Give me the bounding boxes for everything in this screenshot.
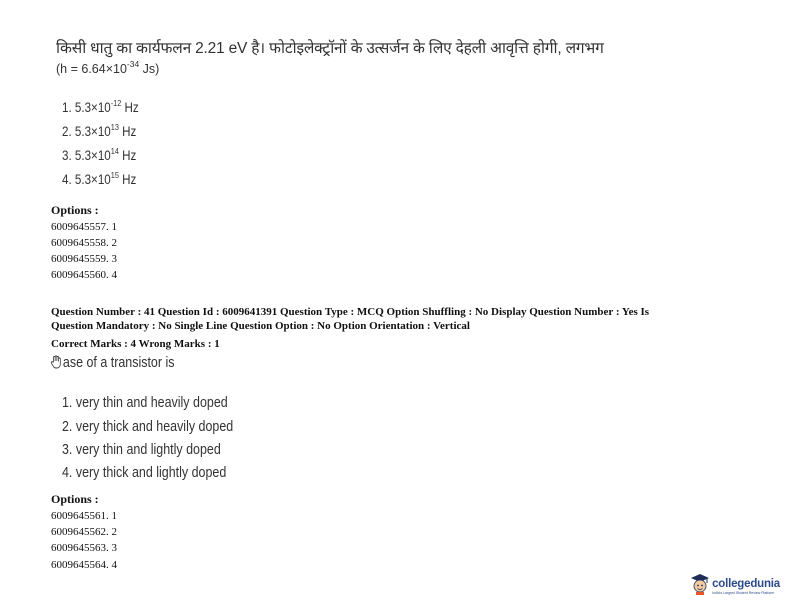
question-text-2: ase of a transistor is (50, 355, 174, 371)
answer-option-1: 1. $5.3\times 10^{-12}$ Hz (62, 98, 139, 115)
option-id: 6009645563. 3 (51, 542, 117, 554)
planck-constant-note: ($h = 6.64\times 10^{-34}$ Js) (56, 59, 160, 76)
answer-option-1: 1. very thin and heavily doped (62, 395, 228, 411)
answer-option-2: 2. very thick and heavily doped (62, 419, 234, 435)
question-meta-line-2: Question Mandatory : No Single Line Question Option : No Option Orientation : Vertical (51, 320, 470, 332)
answer-option-4: 4. very thick and lightly doped (62, 465, 227, 481)
option-id: 6009645557. 1 (51, 221, 117, 233)
graduate-mascot-icon (690, 573, 710, 600)
question-meta-line-1: Question Number : 41 Question Id : 6009641391 Question Type : MCQ Option Shuffling : No Display Question Number : Yes Is (51, 306, 650, 318)
marks-line: Correct Marks : 4 Wrong Marks : 1 (51, 338, 220, 350)
hand-cursor-icon (50, 355, 62, 369)
logo-tagline: India's Largest Student Review Platform (712, 591, 775, 595)
question-text: किसी धातु का कार्यफलन 2.21 eV है। फोटोइलेक्ट्रॉनों के उत्सर्जन के लिए देहली आवृत्ति होगी, लगभग (56, 40, 604, 57)
collegedunia-logo (690, 573, 780, 600)
answer-option-4: 4. $5.3\times 10^{15}$ Hz (62, 170, 137, 187)
option-id: 6009645558. 2 (51, 237, 117, 249)
option-id: 6009645561. 1 (51, 510, 117, 522)
answer-option-3: 3. $5.3\times 10^{14}$ Hz (62, 146, 137, 163)
answer-option-3: 3. very thin and lightly doped (62, 442, 221, 458)
option-id: 6009645559. 3 (51, 253, 117, 265)
answer-option-2: 2. $5.3\times 10^{13}$ Hz (62, 122, 137, 139)
option-id: 6009645562. 2 (51, 526, 117, 538)
options-heading: Options : (51, 492, 99, 506)
option-id: 6009645564. 4 (51, 559, 117, 571)
option-id: 6009645560. 4 (51, 269, 117, 281)
logo-wordmark: collegedunia (712, 578, 780, 590)
options-heading: Options : (51, 203, 99, 217)
